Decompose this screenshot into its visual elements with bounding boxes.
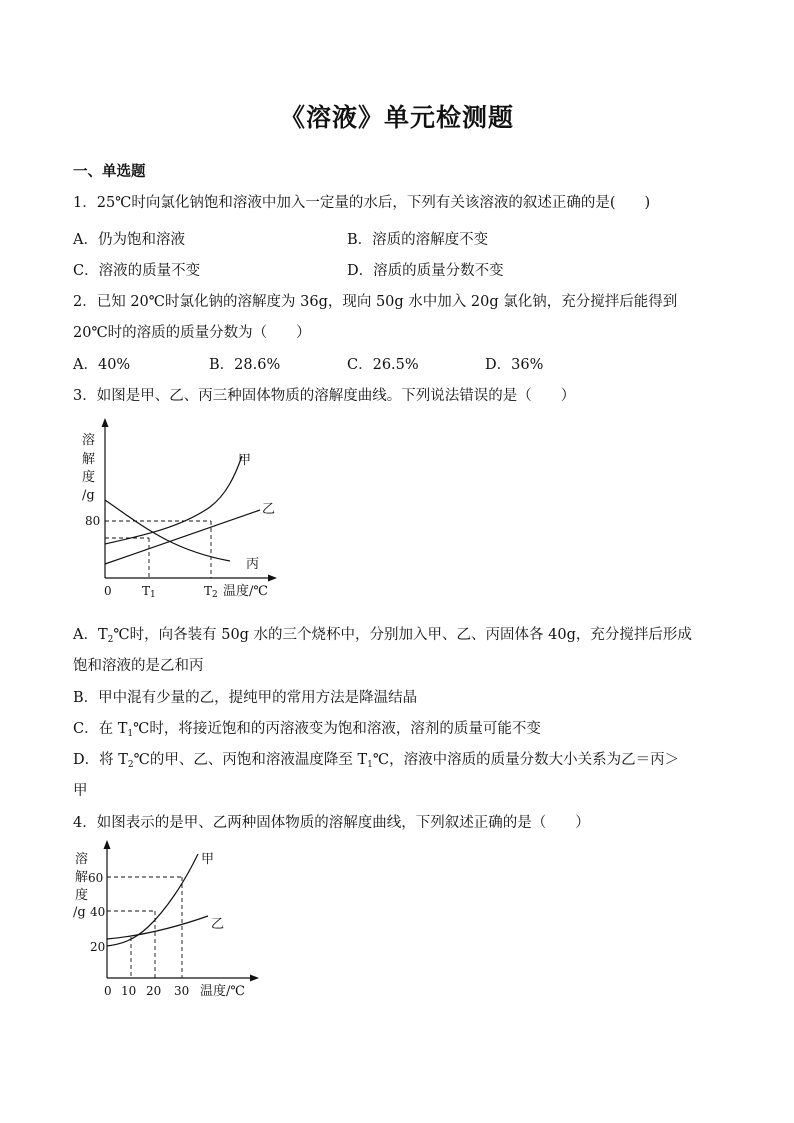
q4-curve-yi <box>107 916 208 939</box>
q4-ylabel-2: 解 <box>75 870 89 885</box>
q3-origin: 0 <box>104 584 112 598</box>
q2-option-b[interactable]: B．28.6% <box>209 357 281 373</box>
q2-option-a[interactable]: A．40% <box>73 357 131 373</box>
q3-label-yi: 乙 <box>262 502 276 517</box>
q4-ylabel-3: 度 <box>75 888 89 903</box>
question-4-stem: 4．如图表示的是甲、乙两种固体物质的溶解度曲线，下列叙述正确的是（ ） <box>73 815 590 831</box>
q2-option-c[interactable]: C．26.5% <box>347 357 419 373</box>
q3-solubility-graph <box>70 418 290 603</box>
section-heading: 一、单选题 <box>73 164 146 180</box>
q3-option-a-line1[interactable]: A．$T_2℃$时，向各装有 50g 水的三个烧杯中，分别加入甲、乙、丙固体各 40g，充分搅拌后形成 <box>73 627 692 645</box>
q3-xlabel: 温度/℃ <box>223 584 268 599</box>
q3-option-a-line2: 饱和溶液的是乙和丙 <box>73 658 204 674</box>
q1-option-b[interactable]: B．溶质的溶解度不变 <box>347 232 489 248</box>
q3-option-d-line1[interactable]: D．将 $T_2℃$的甲、乙、丙饱和溶液温度降至 $T_1℃$，溶液中溶质的质量分数大小关系为乙＝丙＞ <box>73 752 680 770</box>
q4-xlabel: 温度/℃ <box>200 984 245 999</box>
q4-tick-x0: 0 <box>104 984 112 998</box>
question-2-stem-line1: 2．已知 20℃时氯化钠的溶解度为 36g，现向 50g 水中加入 20g 氯化钠，充分搅拌后能得到 <box>73 294 678 310</box>
q3-option-c[interactable]: C．在 $T_1℃$时，将接近饱和的丙溶液变为饱和溶液，溶剂的质量可能不变 <box>73 721 541 739</box>
q4-tick-x20: 20 <box>146 984 162 998</box>
q3-tick-80: 80 <box>85 514 101 528</box>
q3-ylabel-3: 度 <box>82 470 96 485</box>
q3-x-axis-arrow <box>268 575 277 582</box>
q4-tick-x10: 10 <box>121 984 137 998</box>
q3-ylabel-4: /g <box>82 488 95 503</box>
q3-tick-t2: T2 <box>204 584 218 600</box>
q3-curve-yi <box>105 510 260 564</box>
q3-option-d-line2: 甲 <box>73 783 88 799</box>
q4-label-jia: 甲 <box>201 852 215 867</box>
q1-option-d[interactable]: D．溶质的质量分数不变 <box>347 263 504 279</box>
q3-y-axis-arrow <box>102 418 109 427</box>
q4-ylabel-1: 溶 <box>75 852 89 867</box>
q4-solubility-graph <box>70 838 270 1003</box>
question-1-stem: 1．25℃时向氯化钠饱和溶液中加入一定量的水后，下列有关该溶液的叙述正确的是( ) <box>73 195 651 211</box>
q3-curve-jia <box>105 456 242 544</box>
q4-tick-60: 60 <box>88 871 104 885</box>
q3-label-bing: 丙 <box>246 557 260 572</box>
q1-option-a[interactable]: A．仍为饱和溶液 <box>73 232 185 248</box>
q4-x-axis-arrow <box>250 975 259 982</box>
q4-tick-20: 20 <box>90 940 106 954</box>
q3-tick-t1: T1 <box>142 584 156 600</box>
q3-option-b[interactable]: B．甲中混有少量的乙，提纯甲的常用方法是降温结晶 <box>73 690 418 706</box>
q4-tick-x30: 30 <box>174 984 190 998</box>
q4-ylabel-4: /g <box>73 905 86 920</box>
q3-ylabel-2: 解 <box>82 452 96 467</box>
q2-option-d[interactable]: D．36% <box>485 357 544 373</box>
q3-label-jia: 甲 <box>238 453 252 468</box>
q4-tick-40: 40 <box>90 905 106 919</box>
page-title: 《溶液》单元检测题 <box>279 103 514 132</box>
q3-ylabel-1: 溶 <box>82 433 96 448</box>
q1-option-c[interactable]: C．溶液的质量不变 <box>73 263 201 279</box>
q4-y-axis-arrow <box>104 840 111 849</box>
q4-label-yi: 乙 <box>211 917 225 932</box>
question-2-stem-line2: 20℃时的溶质的质量分数为（ ） <box>73 325 311 341</box>
question-3-stem: 3．如图是甲、乙、丙三种固体物质的溶解度曲线。下列说法错误的是（ ） <box>73 388 576 404</box>
